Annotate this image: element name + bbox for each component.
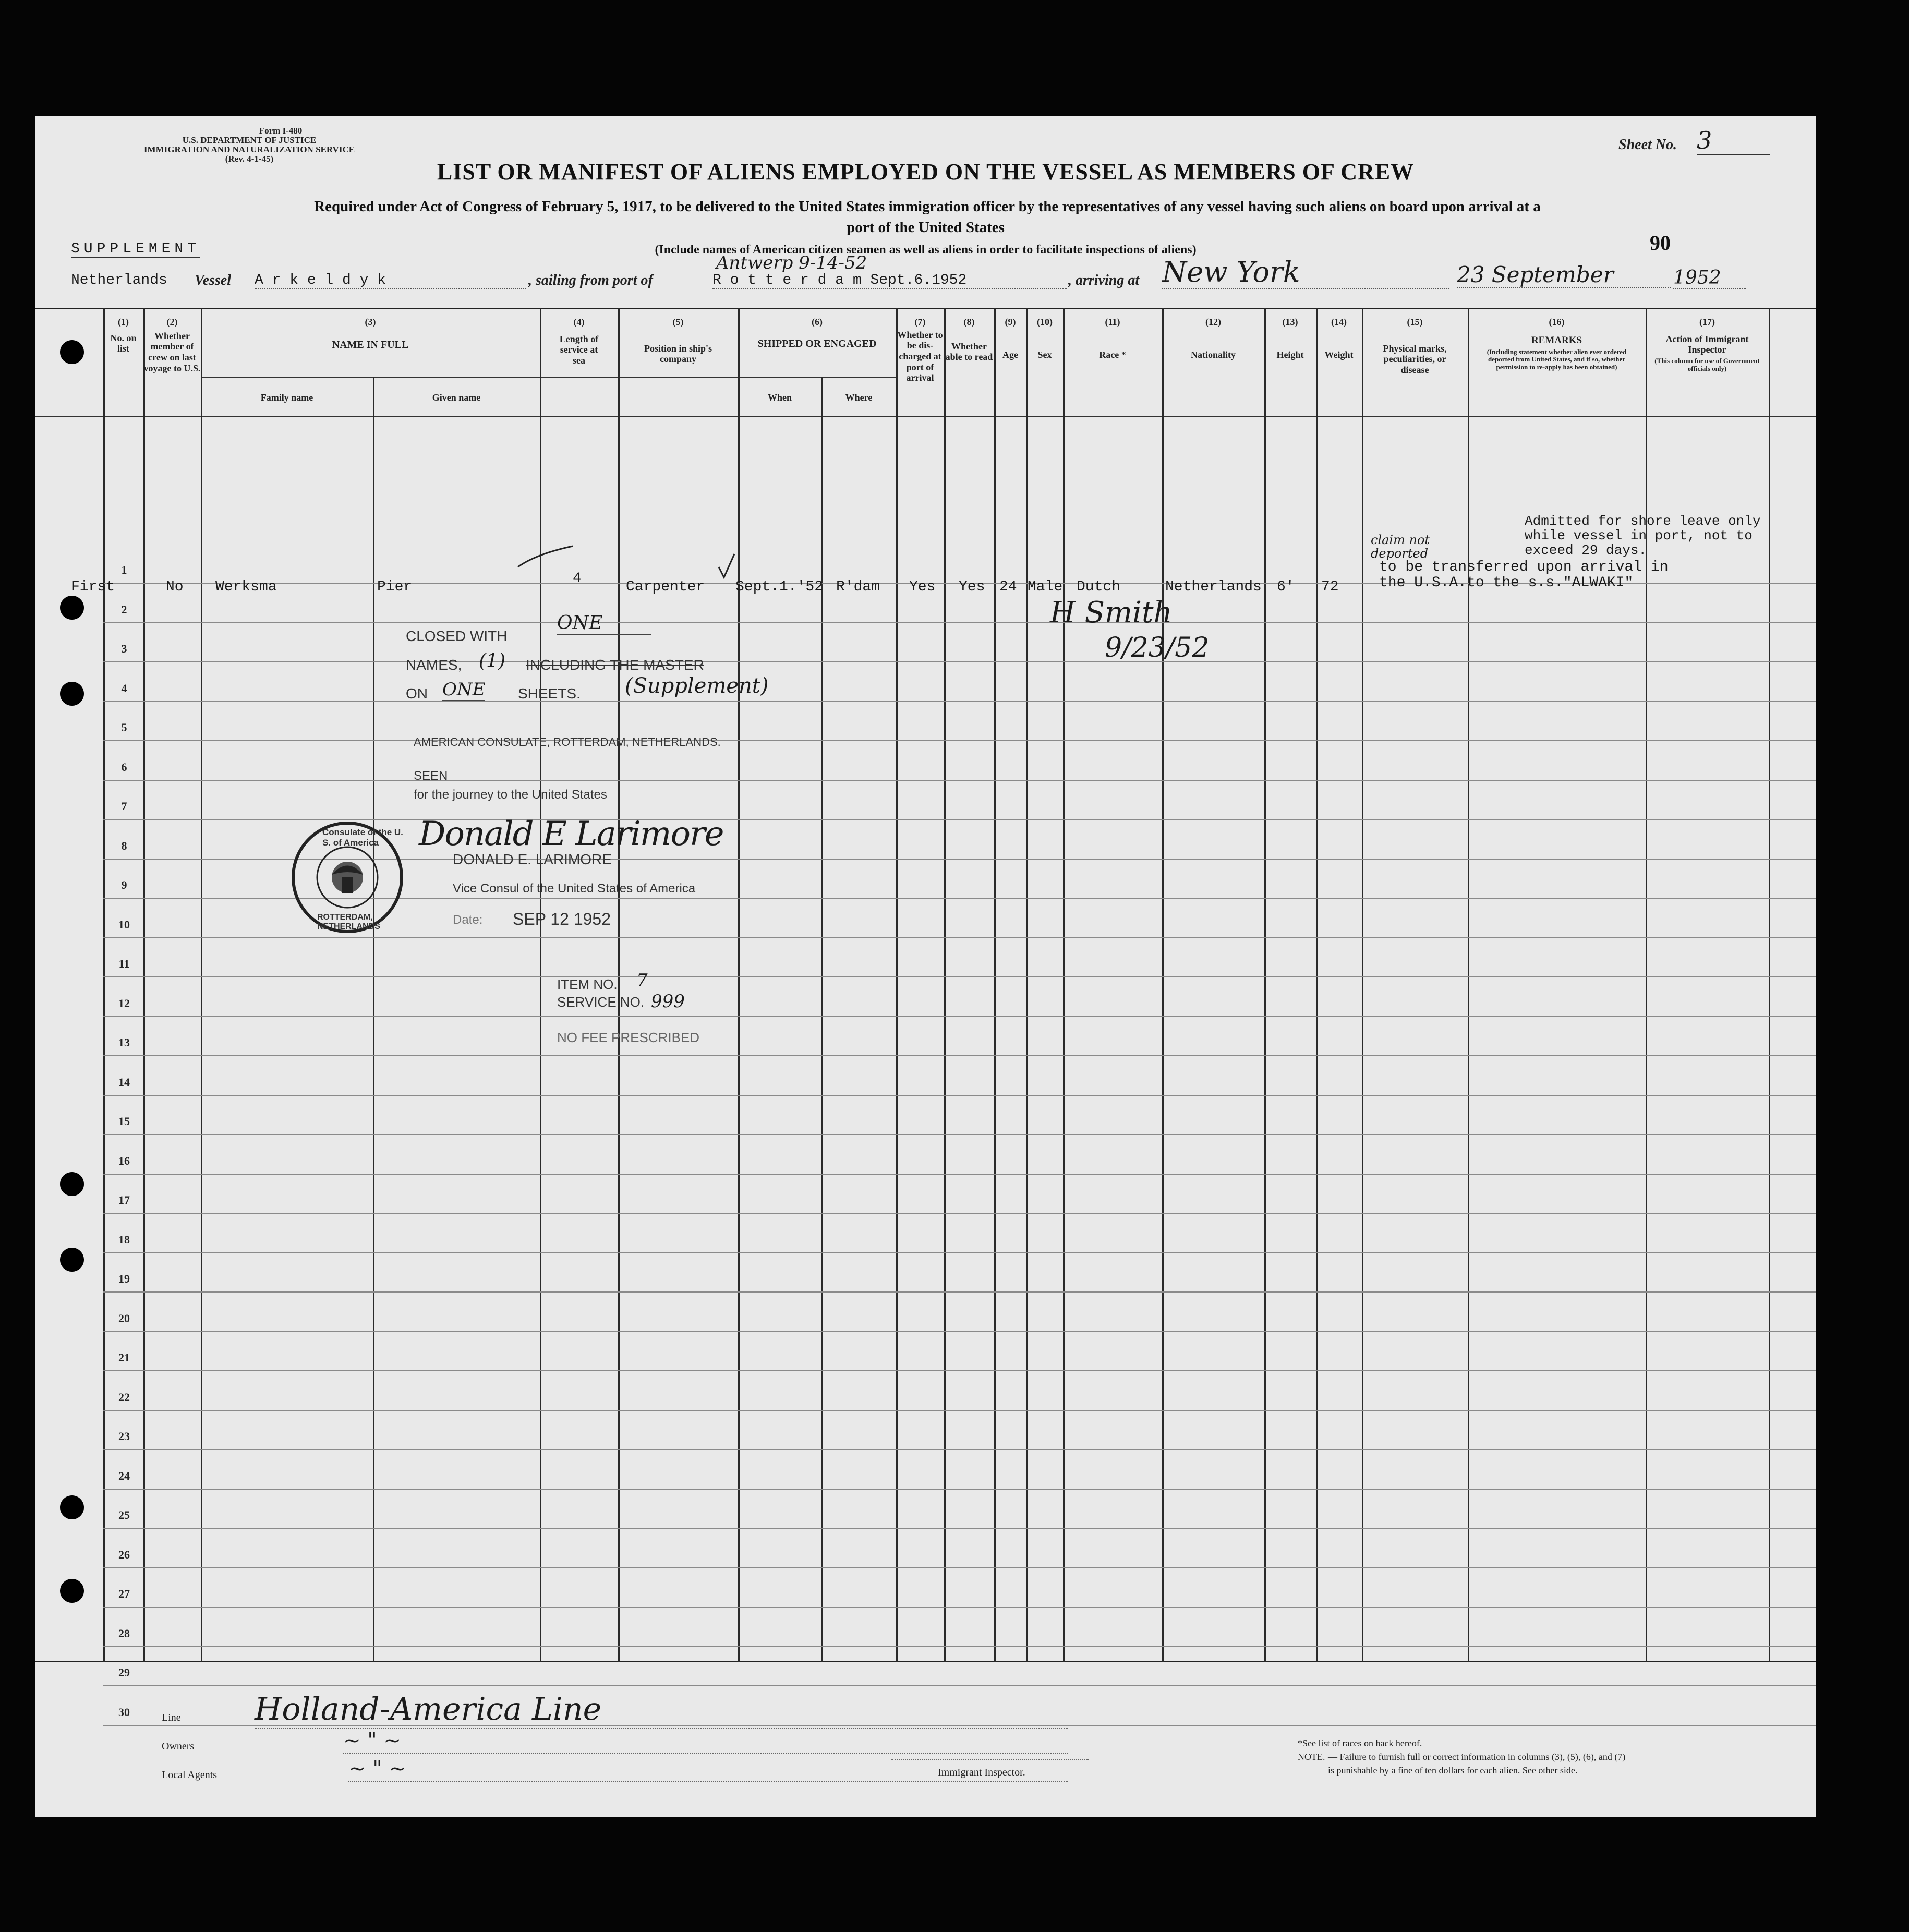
col-number: (5) xyxy=(672,317,684,327)
col-number: (10) xyxy=(1037,317,1053,327)
row-number: 2 xyxy=(121,602,127,616)
row-number: 5 xyxy=(121,721,127,734)
col-divider xyxy=(944,308,946,1662)
col-number: (8) xyxy=(963,317,975,327)
consulate-seal xyxy=(290,820,405,935)
col-label: Nationality xyxy=(1190,349,1236,360)
punch-hole xyxy=(60,1579,84,1603)
col-label: Sex xyxy=(1037,349,1052,360)
col-header-weight xyxy=(1316,317,1362,360)
row-number: 16 xyxy=(118,1154,130,1167)
agents-value: ~ " ~ xyxy=(348,1757,1068,1782)
col-header-shipped xyxy=(738,317,896,350)
col-divider xyxy=(373,377,374,1662)
action-line1: Admitted for shore leave only xyxy=(1525,513,1761,529)
closed-with-label: CLOSED WITH xyxy=(406,628,508,644)
row-number: 6 xyxy=(121,760,127,774)
manifest-title: LIST OR MANIFEST OF ALIENS EMPLOYED ON THE VESSEL AS MEMBERS OF CREW xyxy=(437,159,1415,185)
row-rule xyxy=(103,740,1816,741)
col-note: (Including statement whether alien ever ordered deported from United States, and if so, whether permission to re-apply has been obtained) xyxy=(1487,347,1627,371)
col-number: (7) xyxy=(914,317,926,327)
row-rule xyxy=(103,1174,1816,1175)
note-label: NOTE. xyxy=(1298,1752,1325,1762)
col-divider xyxy=(896,308,898,1662)
row-rule xyxy=(103,1489,1816,1490)
manifest-sheet xyxy=(35,116,1816,1817)
arrival-date: 23 September xyxy=(1457,262,1671,288)
names-label: NAMES, xyxy=(406,657,462,673)
row-number: 29 xyxy=(118,1666,130,1679)
table-top-border xyxy=(35,308,1816,309)
officer-name: DONALD E. LARIMORE xyxy=(453,851,612,867)
row-rule xyxy=(103,1095,1816,1096)
seal-top-text: Consulate of the U. S. of America xyxy=(322,827,403,848)
item-label: ITEM NO. xyxy=(557,976,618,992)
officer-title: Vice Consul of the United States of America xyxy=(453,882,696,896)
number-90: 90 xyxy=(1650,231,1671,255)
col-divider xyxy=(738,308,740,1662)
entry-length-service: 4 xyxy=(573,571,582,587)
line-label: Line xyxy=(162,1712,181,1723)
col-header-physical xyxy=(1362,317,1468,376)
col-label: Action of Immigrant Inspector xyxy=(1665,333,1749,355)
service-label: SERVICE NO. xyxy=(557,994,645,1010)
col-label: No. on list xyxy=(110,332,137,354)
row-number: 27 xyxy=(118,1587,130,1600)
col-header-able-read xyxy=(944,317,994,363)
col-number: (17) xyxy=(1699,317,1715,327)
form-number: Form I-480 xyxy=(259,126,303,136)
inspector-label: Immigrant Inspector. xyxy=(938,1767,1025,1778)
row-rule xyxy=(103,1291,1816,1293)
action-line2: while vessel in port, not to xyxy=(1525,528,1753,544)
row-number: 21 xyxy=(118,1351,130,1364)
sailing-label: , sailing from port of xyxy=(528,272,653,288)
col-header-age xyxy=(994,317,1026,360)
col-label: NAME IN FULL xyxy=(332,339,409,351)
row-number: 10 xyxy=(118,917,130,931)
col-number: (4) xyxy=(573,317,585,327)
col-number: (13) xyxy=(1282,317,1298,327)
punch-hole xyxy=(60,1495,84,1519)
entry-when: Sept.1.'52 xyxy=(735,579,824,595)
entry-discharged: Yes xyxy=(909,579,936,595)
row-rule xyxy=(103,1213,1816,1214)
col-number: (11) xyxy=(1105,317,1120,327)
row-number: 30 xyxy=(118,1705,130,1719)
col-header-length-service xyxy=(540,317,618,366)
header-bottom-border xyxy=(35,416,1816,417)
row-number: 4 xyxy=(121,681,127,695)
supplement-note: (Supplement) xyxy=(625,674,769,698)
col-divider xyxy=(1026,308,1028,1662)
table-bottom-border xyxy=(35,1661,1816,1662)
col-divider xyxy=(821,377,823,1662)
row-number: 23 xyxy=(118,1430,130,1443)
row-number: 11 xyxy=(118,957,130,970)
service-name: IMMIGRATION AND NATURALIZATION SERVICE xyxy=(143,144,355,154)
sheets-count: ONE xyxy=(442,679,486,700)
col-label: Race * xyxy=(1099,349,1126,360)
row-number: 15 xyxy=(118,1115,130,1128)
col-header-name xyxy=(201,317,540,351)
entry-age: 24 xyxy=(999,579,1017,595)
vessel-label: Vessel xyxy=(195,272,231,288)
supplement-label: SUPPLEMENT xyxy=(71,241,201,257)
col-header-discharged xyxy=(896,317,944,383)
col-header-where: Where xyxy=(845,392,873,403)
col-number: (14) xyxy=(1331,317,1347,327)
sheets-label: SHEETS. xyxy=(518,685,581,702)
vessel-name: A r k e l d y k xyxy=(255,272,526,289)
entry-remarks-line1: to be transferred upon arrival in xyxy=(1379,559,1669,575)
including-master-label: INCLUDING THE MASTER xyxy=(526,657,704,673)
names-count: (1) xyxy=(479,650,505,672)
col-divider xyxy=(1264,308,1266,1662)
row-number: 26 xyxy=(118,1548,130,1561)
row-number: 7 xyxy=(121,800,127,813)
col-number: (1) xyxy=(118,317,129,327)
agents-label: Local Agents xyxy=(162,1769,218,1781)
name-subheader-line xyxy=(201,377,765,378)
row-rule xyxy=(103,1528,1816,1529)
stamp-date: SEP 12 1952 xyxy=(513,910,611,928)
punch-hole xyxy=(60,1248,84,1272)
row-rule xyxy=(103,1370,1816,1371)
entry-height: 6' xyxy=(1277,579,1295,595)
col-label: SHIPPED OR ENGAGED xyxy=(757,337,877,349)
row-rule xyxy=(103,1410,1816,1411)
check-mark-icon xyxy=(515,544,578,575)
entry-family-name: Werksma xyxy=(215,579,277,595)
journey-line: for the journey to the United States xyxy=(414,788,607,802)
row-number: 3 xyxy=(121,642,127,655)
col-divider xyxy=(1063,308,1065,1662)
include-note: (Include names of American citizen seamen as well as aliens in order to facilitate inspections of aliens) xyxy=(655,243,1197,257)
row-rule xyxy=(103,1567,1816,1568)
line-value: Holland-America Line xyxy=(255,1691,1068,1729)
owners-label: Owners xyxy=(162,1741,195,1752)
act-reference-line2: port of the United States xyxy=(847,219,1005,236)
col-label: Physical marks, peculiarities, or disease xyxy=(1383,343,1447,376)
inspector-date: 9/23/52 xyxy=(1105,632,1210,663)
col-number: (2) xyxy=(166,317,178,327)
col-divider xyxy=(1646,308,1647,1662)
entry-nationality: Netherlands xyxy=(1165,579,1262,595)
row-rule xyxy=(103,780,1816,781)
col-label: Length of service at sea xyxy=(559,333,599,366)
vessel-nationality: Netherlands xyxy=(71,272,167,288)
col-header-height xyxy=(1264,317,1316,360)
check-mark-icon xyxy=(716,551,737,583)
col-divider xyxy=(1362,308,1363,1662)
owners-value: ~ " ~ xyxy=(343,1729,1068,1754)
col-note: (This column for use of Government officials only) xyxy=(1654,357,1760,372)
row-rule xyxy=(103,701,1816,702)
col-header-sex xyxy=(1026,317,1063,360)
col-header-action xyxy=(1646,317,1769,373)
consul-signature: Donald E Larimore xyxy=(419,815,723,853)
col-divider xyxy=(1162,308,1164,1662)
entry-where: R'dam xyxy=(836,579,880,595)
punch-hole xyxy=(60,1172,84,1196)
col-header-when: When xyxy=(767,392,792,403)
inspector-signature-line xyxy=(891,1759,1089,1760)
row-number: 20 xyxy=(118,1311,130,1325)
col-header-given-name: Given name xyxy=(432,392,481,403)
row-rule xyxy=(103,1134,1816,1135)
row-rule xyxy=(103,976,1816,977)
col-number: (9) xyxy=(1005,317,1016,327)
consulate-line: AMERICAN CONSULATE, ROTTERDAM, NETHERLANDS. xyxy=(414,735,721,748)
row-number: 14 xyxy=(118,1075,130,1089)
col-number: (6) xyxy=(812,317,823,327)
inspector-initials: H Smith xyxy=(1050,596,1173,630)
col-divider xyxy=(540,308,541,1662)
row-rule xyxy=(103,1252,1816,1253)
col-label: Weight xyxy=(1324,349,1354,360)
col-label: Height xyxy=(1276,349,1304,360)
date-label: Date: xyxy=(453,913,483,927)
entry-remarks-line2: the U.S.A.to the s.s."ALWAKI" xyxy=(1379,575,1634,591)
row-number: 18 xyxy=(118,1233,130,1246)
row-rule xyxy=(103,1331,1816,1332)
form-id-block xyxy=(103,126,395,163)
col-number: (15) xyxy=(1407,317,1423,327)
entry-sex: Male xyxy=(1028,579,1063,595)
arriving-label: , arriving at xyxy=(1068,272,1140,288)
col-divider xyxy=(1769,308,1770,1662)
entry-physical-note: claim not deported xyxy=(1371,533,1430,561)
fee-note: NO FEE PRESCRIBED xyxy=(557,1030,700,1045)
punch-hole xyxy=(60,596,84,620)
sailing-port: R o t t e r d a m Sept.6.1952 xyxy=(712,272,1067,289)
col-number: (12) xyxy=(1205,317,1221,327)
col-header-position xyxy=(618,317,738,365)
row-number: 8 xyxy=(121,839,127,852)
note-text-2: is punishable by a fine of ten dollars for each alien. See other side. xyxy=(1328,1765,1578,1776)
col-header-no xyxy=(103,317,143,354)
col-divider xyxy=(1468,308,1469,1662)
entry-race: Dutch xyxy=(1077,579,1121,595)
entry-given-name: Pier xyxy=(377,579,413,595)
row-rule xyxy=(103,937,1816,938)
row-number: 17 xyxy=(118,1193,130,1206)
seen-label: SEEN xyxy=(414,769,448,783)
act-reference: Required under Act of Congress of February 5, 1917, to be delivered to the United States immigration officer by the representatives of any vessel having such aliens on board upon arrival at a xyxy=(314,198,1541,215)
item-value: 7 xyxy=(636,970,648,991)
col-divider xyxy=(994,308,996,1662)
row-number: 24 xyxy=(118,1469,130,1482)
entry-class: First xyxy=(71,579,115,595)
col-header-family-name: Family name xyxy=(260,392,313,403)
row-number: 1 xyxy=(121,563,127,576)
col-label: REMARKS xyxy=(1531,334,1582,346)
col-number: (16) xyxy=(1549,317,1565,327)
col-header-last-voyage xyxy=(143,317,201,373)
shipped-subheader-line xyxy=(738,377,896,378)
closed-count: ONE xyxy=(557,612,651,635)
row-rule xyxy=(103,1607,1816,1608)
entry-weight: 72 xyxy=(1321,579,1339,595)
row-number: 19 xyxy=(118,1272,130,1285)
col-divider xyxy=(143,308,145,1662)
entry-able-read: Yes xyxy=(959,579,985,595)
sheet-number-value: 3 xyxy=(1697,126,1770,155)
row-rule xyxy=(103,1016,1816,1017)
on-label: ON xyxy=(406,685,428,702)
department: U.S. DEPARTMENT OF JUSTICE xyxy=(182,135,317,145)
row-number: 28 xyxy=(118,1626,130,1640)
arriving-port: New York xyxy=(1162,256,1449,289)
col-divider xyxy=(201,308,202,1662)
col-label: Position in ship's company xyxy=(644,343,712,365)
row-number: 25 xyxy=(118,1508,130,1522)
col-label: Age xyxy=(1002,349,1018,360)
col-number: (3) xyxy=(365,317,376,327)
col-header-remarks xyxy=(1468,317,1646,371)
row-rule xyxy=(103,1685,1816,1686)
row-number: 9 xyxy=(121,878,127,891)
punch-hole xyxy=(60,682,84,706)
note-text-1: — Failure to furnish full or correct information in columns (3), (5), (6), and (7) xyxy=(1328,1752,1626,1762)
row-rule xyxy=(103,661,1816,662)
col-header-race xyxy=(1063,317,1162,360)
sailing-handwritten-note: Antwerp 9-14-52 xyxy=(716,252,867,273)
col-label: Whether member of crew on last voyage to U.S. xyxy=(143,330,201,373)
row-number: 22 xyxy=(118,1390,130,1404)
row-rule xyxy=(103,1449,1816,1450)
row-rule xyxy=(103,622,1816,623)
seal-bottom-text: ROTTERDAM, NETHERLANDS xyxy=(317,913,380,931)
col-label: Whether to be dis-charged at port of arrival xyxy=(897,329,943,383)
row-number: 13 xyxy=(118,1036,130,1049)
service-value: 999 xyxy=(651,991,685,1012)
arrival-year: 1952 xyxy=(1673,267,1746,289)
col-divider xyxy=(618,308,620,1662)
punch-hole xyxy=(60,340,84,364)
col-divider xyxy=(1316,308,1318,1662)
row-number: 12 xyxy=(118,996,130,1010)
row-rule xyxy=(103,1646,1816,1647)
row-rule xyxy=(103,1055,1816,1056)
col-divider xyxy=(103,308,105,1662)
entry-last-voyage: No xyxy=(166,579,184,595)
sheet-number-label: Sheet No. xyxy=(1618,137,1677,153)
col-label: Whether able to read xyxy=(945,341,993,363)
races-note: *See list of races on back hereof. xyxy=(1298,1738,1422,1748)
entry-position: Carpenter xyxy=(626,579,705,595)
form-revision: (Rev. 4-1-45) xyxy=(225,153,274,164)
action-line3: exceed 29 days. xyxy=(1525,542,1647,558)
col-header-nationality xyxy=(1162,317,1264,360)
